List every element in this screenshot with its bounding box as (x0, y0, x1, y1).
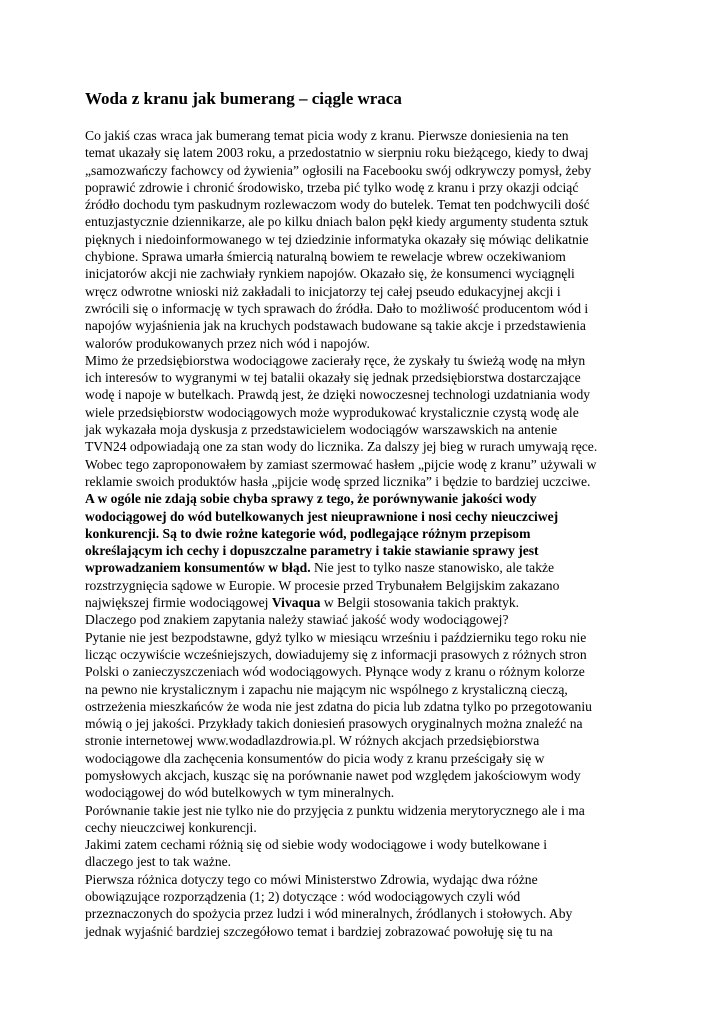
text-line (85, 456, 645, 473)
text-line (85, 283, 645, 300)
text-line (85, 248, 645, 265)
text-segment: rozstrzygnięcia sądowe w Europie. W procesie przed Trybunałem Belgijskim zakazano (85, 577, 560, 593)
text-segment: dlaczego jest to tak ważne. (85, 854, 232, 870)
text-line (85, 871, 645, 888)
text-line (85, 715, 645, 732)
text-line (85, 490, 645, 507)
text-line (85, 127, 645, 144)
text-line (85, 542, 645, 559)
text-segment: reklamie swoich produktów hasła „pijcie wodę sprzed licznika” i będzie to bardziej uczciwe. (85, 473, 591, 489)
text-segment: wręcz odwrotne wnioski niż zakładali to inicjatorzy tej całej pseudo edukacyjnej akcji i (85, 283, 561, 299)
text-line (85, 767, 645, 784)
text-line (85, 473, 645, 490)
text-line (85, 888, 645, 905)
text-line (85, 681, 645, 698)
text-segment: obowiązujące rozporządzenia (1; 2) dotyczące : wód wodociągowych czyli wód (85, 889, 521, 905)
text-segment: walorów produkowanych przez nich wód i napojów. (85, 335, 370, 351)
text-segment: na pewno nie krystalicznym i zapachu nie mającym nic wspólnego z krystaliczną cieczą, (85, 681, 568, 697)
text-segment: największej firmie wodociągowej (85, 595, 272, 611)
text-line (85, 421, 645, 438)
text-line (85, 438, 645, 455)
text-segment: ich interesów to wygranymi w tej batalii okazały się jednak przedsiębiorstwa dostarczające (85, 370, 581, 386)
text-segment: cechy nieuczciwej konkurencji. (85, 819, 257, 835)
text-segment: jednak wyjaśnić bardziej szczegółowo temat i bardziej zobrazować powołuję się tu na (85, 923, 553, 939)
text-segment: Wobec tego zaproponowałem by zamiast szermować hasłem „pijcie wodę z kranu” używali w (85, 456, 597, 472)
bold-text-segment: A w ogóle nie zdają sobie chyba sprawy z tego, że porównywanie jakości wody (85, 491, 537, 507)
text-line (85, 577, 645, 594)
text-line (85, 508, 645, 525)
text-segment: inicjatorów akcji nie zachwiały rynkiem napojów. Okazało się, że konsumenci wyciągnęli (85, 266, 575, 282)
text-line (85, 213, 645, 230)
bold-text-segment: wprowadzaniem konsumentów w błąd. (85, 560, 311, 576)
text-segment: pomysłowych akcjach, kusząc się na porównanie nawet pod względem jakościowym wody (85, 767, 581, 783)
text-segment: „samozwańczy fachowcy od żywienia” ogłosili na Facebooku swój odkrywczy pomysł, żeby (85, 162, 592, 178)
document-page (85, 88, 645, 940)
text-segment: Mimo że przedsiębiorstwa wodociągowe zacierały ręce, że zyskały tu świeżą wodę na młyn (85, 352, 586, 368)
text-line (85, 646, 645, 663)
text-line (85, 559, 645, 576)
text-segment: chybione. Sprawa umarła śmiercią naturalną bowiem te rewelacje wbrew oczekiwaniom (85, 249, 566, 265)
text-segment: Pierwsza różnica dotyczy tego co mówi Ministerstwo Zdrowia, wydając dwa różne (85, 871, 538, 887)
bold-text-segment: konkurencji. Są to dwie rożne kategorie wód, podlegające różnym przepisom (85, 525, 531, 541)
text-line (85, 923, 645, 940)
text-line (85, 369, 645, 386)
text-line (85, 386, 645, 403)
text-line (85, 732, 645, 749)
text-line (85, 265, 645, 282)
text-line (85, 525, 645, 542)
text-segment: wodociągowej do wód butelkowych w tym mineralnych. (85, 785, 395, 801)
text-line (85, 663, 645, 680)
bold-text-segment: Vivaqua (271, 595, 321, 611)
text-line (85, 594, 645, 611)
text-line (85, 231, 645, 248)
text-line (85, 698, 645, 715)
text-segment: Jakimi zatem cechami różnią się od siebie wody wodociągowe i wody butelkowane i (85, 837, 548, 853)
text-line (85, 905, 645, 922)
text-line (85, 750, 645, 767)
text-segment: wodę i napoje w butelkach. Prawdą jest, że dzięki nowoczesnej technologi uzdatniania wody (85, 387, 591, 403)
text-line (85, 784, 645, 801)
text-segment: temat ukazały się latem 2003 roku, a przedostatnio w sierpniu roku bieżącego, kiedy to dwaj (85, 145, 589, 161)
text-line (85, 335, 645, 352)
text-line (85, 629, 645, 646)
text-segment: Polski o zanieczyszczeniach wód wodociągowych. Płynące wody z kranu o różnym kolorze (85, 664, 585, 680)
document-body (85, 127, 645, 940)
bold-text-segment: wodociągowej do wód butelkowanych jest nieuprawnione i nosi cechy nieuczciwej (85, 508, 559, 524)
text-segment: wodociągowe dla zachęcenia konsumentów do picia wody z kranu prześcigały się w (85, 750, 545, 766)
text-segment: stronie internetowej www.wodadlazdrowia.pl. W różnych akcjach przedsiębiorstwa (85, 733, 540, 749)
document-title: Woda z kranu jak bumerang – ciągle wraca (85, 89, 402, 108)
text-line (85, 836, 645, 853)
bold-text-segment: określającym ich cechy i dopuszczalne parametry i takie stawianie sprawy jest (85, 543, 539, 559)
text-line (85, 300, 645, 317)
text-line (85, 802, 645, 819)
text-segment: poprawić zdrowie i chronić środowisko, trzeba pić tylko wodę z kranu i przy okazji odciąć (85, 179, 579, 195)
text-segment: TVN24 odpowiadają one za stan wody do licznika. Za dalszy jej bieg w rurach umywają ręce. (85, 439, 598, 455)
text-line (85, 819, 645, 836)
text-segment: zwrócili się o informację w tych sprawach do źródła. Dało to możliwość producentom wód i (85, 300, 589, 316)
text-segment: Co jakiś czas wraca jak bumerang temat picia wody z kranu. Pierwsze doniesienia na ten (85, 128, 569, 143)
text-segment: jak wykazała moja dyskusja z przedstawicielem wodociągów warszawskich na antenie (85, 422, 558, 438)
text-segment: w Belgii stosowania takich praktyk. (320, 595, 520, 611)
text-line (85, 611, 645, 628)
text-segment: Dlaczego pod znakiem zapytania należy stawiać jakość wody wodociągowej? (85, 612, 509, 628)
text-segment: Pytanie nie jest bezpodstawne, gdyż tylko w miesiącu wrześniu i październiku tego roku nie (85, 629, 587, 645)
text-segment: przeznaczonych do spożycia przez ludzi i wód mineralnych, źródlanych i stołowych. Aby (85, 906, 573, 922)
text-segment: pięknych i niedoinformowanego w tej dziedzinie informatyka okazały się mówiąc delikatnie (85, 231, 589, 247)
text-segment: ostrzeżenia mieszkańców że woda nie jest zdatna do picia lub zdatna tylko po przegotowaniu (85, 698, 592, 714)
text-segment: Porównanie takie jest nie tylko nie do przyjęcia z punktu widzenia merytorycznego ale i ma (85, 802, 585, 818)
text-line (85, 144, 645, 161)
text-segment: mówią o jej jakości. Przykłady takich doniesień prasowych oryginalnych można znaleźć na (85, 716, 583, 732)
text-segment: Nie jest to tylko nasze stanowisko, ale także (310, 560, 555, 576)
text-line (85, 404, 645, 421)
text-line (85, 179, 645, 196)
text-line (85, 317, 645, 334)
text-line (85, 853, 645, 870)
text-segment: wiele przedsiębiorstw wodociągowych może wyprodukować krystalicznie czystą wodę ale (85, 404, 579, 420)
text-line (85, 352, 645, 369)
text-segment: licząc oczywiście wcześniejszych, dowiadujemy się z informacji prasowych z różnych stron (85, 646, 587, 662)
text-line (85, 196, 645, 213)
text-segment: źródło dochodu tym paskudnym rozlewaczom wody do butelek. Temat ten podchwycili dość (85, 197, 590, 213)
text-segment: entuzjastycznie dziennikarze, ale po kilku dniach balon pękł kiedy argumenty studenta sztuk (85, 214, 589, 230)
text-line (85, 162, 645, 179)
text-segment: napojów wyjaśnienia jak na kruchych podstawach budowane są takie akcje i przedstawienia (85, 318, 586, 334)
